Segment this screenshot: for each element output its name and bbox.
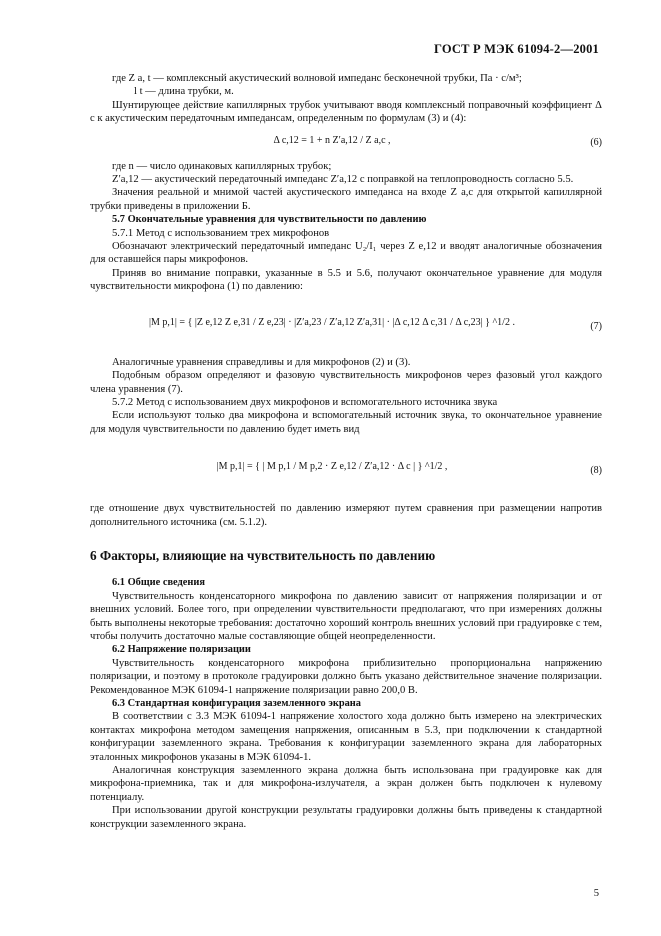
heading-6-3: 6.3 Стандартная конфигурация заземленного экрана <box>112 698 361 709</box>
page-number: 5 <box>593 888 599 899</box>
paragraph-appendix-b: Значения реальной и мнимой частей акустического импеданса на входе Z a,c для открытой капиллярной трубки приведены в приложении Б. <box>90 187 602 212</box>
paragraph-ratio: где отношение двух чувствительностей по давлению измеряют путем сравнения при размещении напротив дополнительного источника (см. 5.1.2). <box>90 503 602 528</box>
paragraph-phase-sensitivity: Подобным образом определяют и фазовую чувствительность микрофонов через фазовый угол каждого члена уравнения (7). <box>90 370 602 395</box>
paragraph-other-construction: При использовании другой конструкции результаты градуировки должны быть приведены к стандартной конструкции заземленного экрана. <box>90 805 602 830</box>
heading-6-1: 6.1 Общие сведения <box>112 577 205 589</box>
formula-8-expression: |M p,1| = { | M p,1 / M p,2 · Z e,12 / Z′a,12 · Δ c | } ^1/2 , <box>216 461 448 473</box>
paragraph-transfer-impedance: Обозначают электрический передаточный импеданс U₂/I₁ через Z e,12 и вводят аналогичные обозначения для оставшейся пары микрофонов. <box>90 241 602 266</box>
standard-header: ГОСТ Р МЭК 61094-2—2001 <box>434 42 599 56</box>
formula-6 <box>90 126 602 160</box>
formula-7 <box>90 304 602 350</box>
heading-6: 6 Факторы, влияющие на чувствительность по давлению <box>90 547 436 563</box>
definition-za-t: где Z а, t — комплексный акустический волновой импеданс бесконечной трубки, Па · с/м³; <box>112 73 522 84</box>
heading-5-7: 5.7 Окончательные уравнения для чувствительности по давлению <box>112 214 427 226</box>
formula-7-expression: |M p,1| = { |Z e,12 Z e,31 / Z e,23| · |Z′a,23 / Z′a,12 Z′a,31| · |Δ c,12 Δ c,31 / Δ c,23| } ^1/2 . <box>149 316 515 328</box>
subheading-5-7-1: 5.7.1 Метод с использованием трех микрофонов <box>112 227 330 239</box>
paragraph-capillary-shunt: Шунтирующее действие капиллярных трубок учитывают вводя комплексный поправочный коэффициент Δ c к акустическим передаточным импедансам, определенным по формулам (3) и (4): <box>90 99 602 125</box>
paragraph-final-equation: Приняв во внимание поправки, указанные в 5.5 и 5.6, получают окончательное уравнение для модуля чувствительности микрофона (1) по давлению: <box>90 267 602 293</box>
definition-n: где n — число одинаковых капиллярных трубок; <box>112 160 332 172</box>
paragraph-ground-shield: В соответствии с 3.3 МЭК 61094-1 напряжение холостого хода должно быть измерено на электрических контактах микрофона методом замещения напряжения, описанным в 5.3, при подключении к стандартной конфигурации заземленного экрана. Требования к конфигурации заземленного экрана для лабораторных эталонных микрофонов указаны в МЭК 61094-1. <box>90 711 602 763</box>
formula-7-number: (7) <box>590 320 602 332</box>
subheading-5-7-2: 5.7.2 Метод с использованием двух микрофонов и вспомогательного источника звука <box>112 396 498 408</box>
formula-8-number: (8) <box>590 465 602 477</box>
formula-8 <box>90 446 602 496</box>
paragraph-similar-equations: Аналогичные уравнения справедливы и для микрофонов (2) и (3). <box>112 356 411 368</box>
paragraph-polarization: Чувствительность конденсаторного микрофона приблизительно пропорциональна напряжению поляризации, и поэтому в протоколе градуировки должно быть указано действительное значение поляризации. Рекомендованное МЭК 61094-1 напряжение поляризации равно 200,0 В. <box>90 657 602 696</box>
paragraph-general: Чувствительность конденсаторного микрофона по давлению зависит от напряжения поляризации и от внешних условий. Более того, при определении чувствительности предполагают, что при измерениях должны быть выполнены некоторые требования: достаточно хороший контроль внешних условий при градуировке с тем, чтобы получить достаточно малые составляющие общей неопределенности. <box>90 590 602 642</box>
paragraph-same-construction: Аналогичная конструкция заземленного экрана должна быть использована при градуировке как для микрофона-приемника, так и для микрофона-излучателя, а экран должен быть подключен к нулевому потенциалу. <box>90 765 602 803</box>
definition-lt: l t — длина трубки, м. <box>134 86 234 98</box>
formula-6-expression: Δ c,12 = 1 + n Z′a,12 / Z a,c , <box>273 134 391 146</box>
definition-za12: Z′a,12 — акустический передаточный импеданс Z′a,12 с поправкой на теплопроводность согласно 5.5. <box>112 174 574 186</box>
heading-6-2: 6.2 Напряжение поляризации <box>112 644 251 656</box>
formula-6-number: (6) <box>590 136 602 148</box>
paragraph-two-microphones: Если используют только два микрофона и вспомогательный источник звука, то окончательное уравнение для модуля чувствительности по давлению будет иметь вид <box>90 410 602 435</box>
page-content <box>90 72 602 831</box>
